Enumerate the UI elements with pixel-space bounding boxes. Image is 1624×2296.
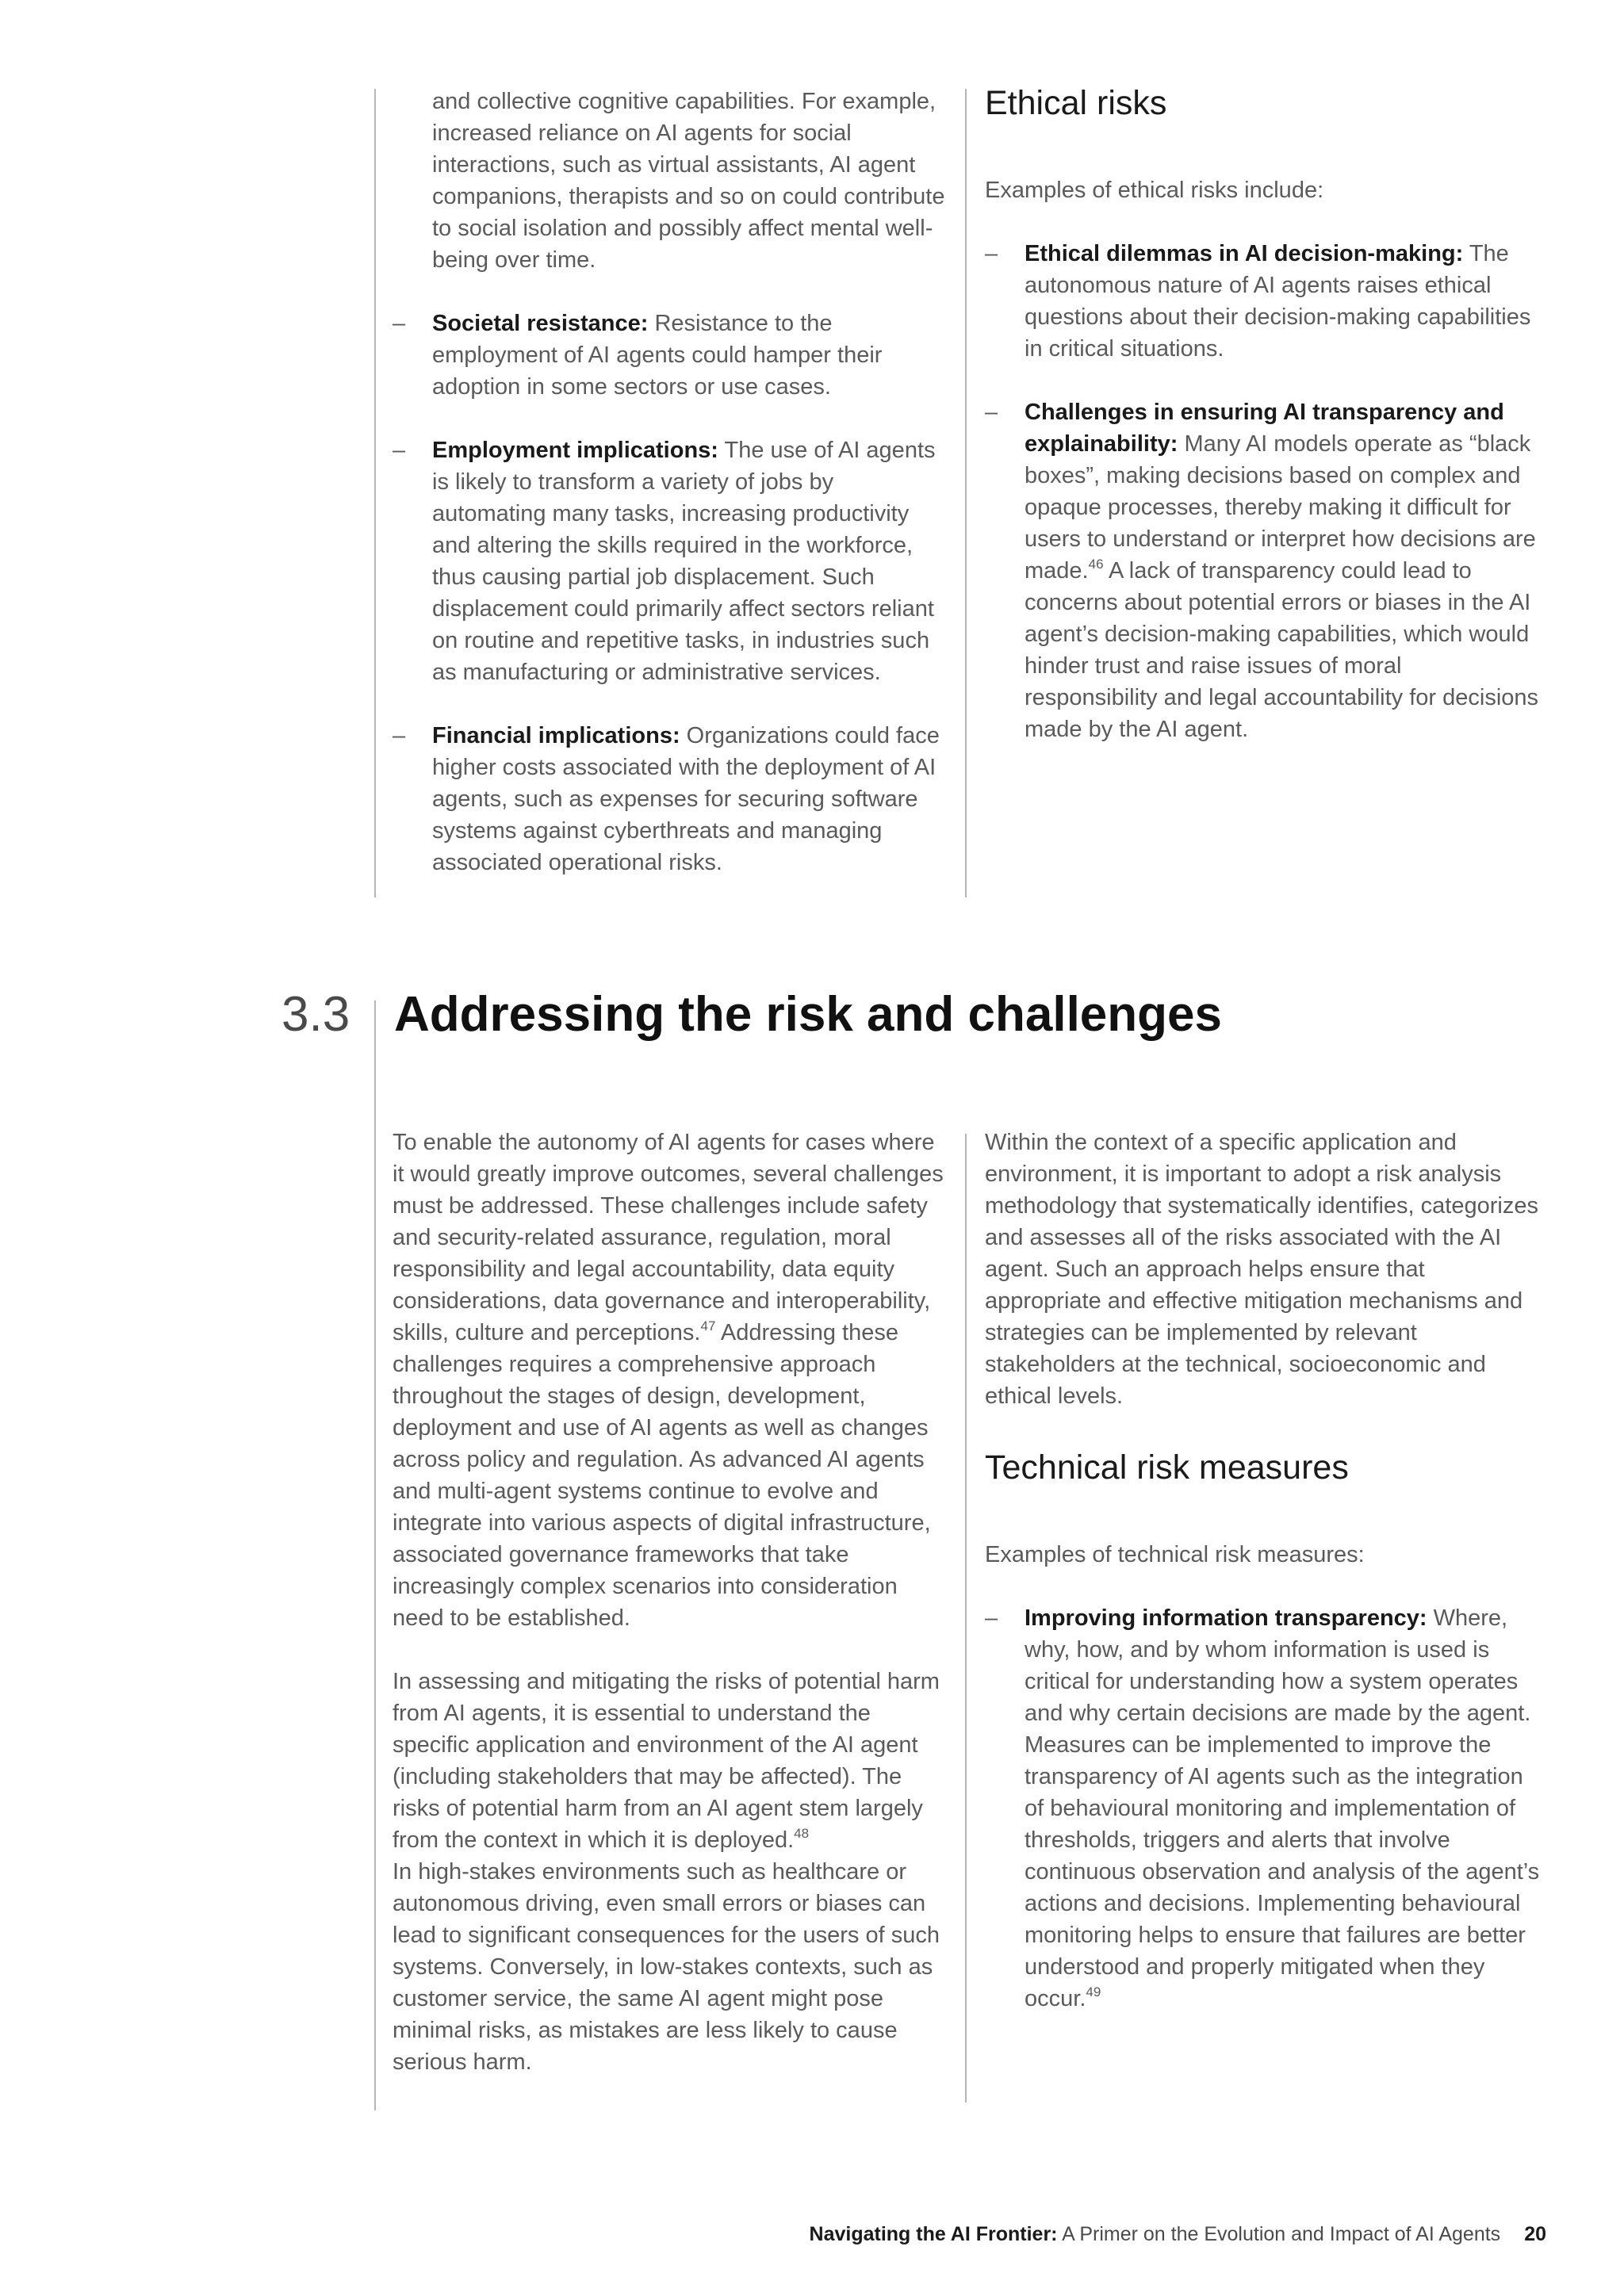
list-dash: – [985, 400, 998, 425]
paragraph-text: To enable the autonomy of AI agents for cases where it would greatly improve outcomes, several challenges must be addressed. These challenges include safety and security-related assurance, regulation, moral responsibility and legal accountability, data equity considerations, data governance and interoperability, skills, culture and perceptions. [393, 1130, 944, 1345]
column-rule-bottom-left [374, 1001, 376, 2110]
paragraph-text-continued: In high-stakes environments such as healthcare or autonomous driving, even small errors or biases can lead to significant consequences for the users of such systems. Conversely, in low-stakes contexts, such as customer service, the same AI agent might pose minimal risks, as mistakes are less likely to cause serious harm. [393, 1859, 940, 2075]
bottom-right-column [985, 1127, 1540, 2046]
list-item-transparency-challenges [985, 396, 1540, 745]
ethical-risks-heading: Ethical risks [985, 84, 1167, 122]
technical-measures-intro: Examples of technical risk measures: [985, 1542, 1365, 1567]
paragraph-text: In assessing and mitigating the risks of potential harm from AI agents, it is essential to understand the specific application and environment of the AI agent (including stakeholders that may be affected). The risks of potential harm from an AI agent stem largely from the context in which it is deployed. [393, 1669, 940, 1853]
risk-analysis-paragraph: Within the context of a specific application and environment, it is important to adopt a risk analysis methodology that systematically identifies, categorizes and assesses all of the risks associated with the AI agent. Such an approach helps ensure that appropriate and effective mitigation mechanisms and strategies can be implemented by relevant stakeholders at the technical, socioeconomic and ethical levels. [985, 1130, 1538, 1409]
column-rule-bottom-middle [965, 1134, 967, 2103]
list-item-text-continued: A lack of transparency could lead to concerns about potential errors or biases in the AI agent’s decision-making capabilities, which would hinder trust and raise issues of moral responsibility and legal accountability for decisions made by the AI agent. [1025, 558, 1539, 742]
list-item-ethical-dilemmas [985, 238, 1540, 365]
ethical-risks-intro: Examples of ethical risks include: [985, 178, 1324, 203]
footer-title-bold: Navigating the AI Frontier: [809, 2223, 1058, 2245]
continued-paragraph: and collective cognitive capabilities. For example, increased reliance on AI agents for social interactions, such as virtual assistants, AI agent companions, therapists and so on could contribute to social isolation and possibly affect mental well-being over time. [432, 89, 945, 273]
footnote-ref: 47 [700, 1318, 716, 1334]
list-item-term: Improving information transparency: [1025, 1605, 1427, 1631]
list-item-text: Many AI models operate as “black boxes”, making decisions based on complex and opaque processes, thereby making it difficult for users to understand or interpret how decisions are made. [1025, 431, 1536, 584]
top-left-column [393, 86, 948, 910]
column-rule-top-left [374, 89, 376, 897]
footnote-ref: 46 [1088, 557, 1104, 572]
list-item-term: Financial implications: [432, 723, 680, 748]
body-paragraph-1 [393, 1127, 948, 1634]
list-dash: – [393, 723, 406, 748]
footer-title-rest: A Primer on the Evolution and Impact of AI Agents [1057, 2223, 1501, 2245]
section-title: Addressing the risk and challenges [394, 987, 1222, 1042]
list-item-societal-resistance [393, 308, 948, 403]
list-item-text: Where, why, how, and by whom information is used is critical for understanding how a system operates and why certain decisions are made by the agent. Measures can be implemented to improve the transparency of AI agents such as the integration of behavioural monitoring and implementation of thresholds, triggers and alerts that involve continuous observation and analysis of the agent’s actions and decisions. Implementing behavioural monitoring helps to ensure that failures are better understood and properly mitigated when they occur. [1025, 1605, 1540, 2011]
footnote-ref: 48 [794, 1826, 810, 1841]
list-dash: – [393, 311, 406, 336]
list-item-term: Ethical dilemmas in AI decision-making: [1025, 241, 1464, 266]
paragraph-text-continued: Addressing these challenges requires a comprehensive approach throughout the stages of design, development, deployment and use of AI agents as well as changes across policy and regulation. As advanced AI agents and multi-agent systems continue to evolve and integrate into various aspects of digital infrastructure, associated governance frameworks that take increasingly complex scenarios into consideration need to be established. [393, 1320, 931, 1631]
page-footer [810, 2220, 1546, 2248]
page-number: 20 [1524, 2223, 1546, 2245]
column-rule-top-middle [965, 89, 967, 897]
list-dash: – [985, 1605, 998, 1631]
section-number: 3.3 [282, 987, 350, 1042]
list-item-text: The use of AI agents is likely to transform a variety of jobs by automating many tasks, increasing productivity and altering the skills required in the workforce, thus causing partial job displacement. Such displacement could primarily affect sectors reliant on routine and repetitive tasks, in industries such as manufacturing or administrative services. [432, 438, 936, 685]
list-item-employment-implications [393, 434, 948, 688]
technical-risk-measures-heading: Technical risk measures [985, 1448, 1349, 1487]
bottom-left-column [393, 1127, 948, 2110]
list-item-text: The autonomous nature of AI agents raises ethical questions about their decision-making capabilities in critical situations. [1025, 241, 1531, 362]
list-item-term: Societal resistance: [432, 311, 649, 336]
list-item-term: Employment implications: [432, 438, 718, 463]
top-right-column [985, 79, 1540, 777]
list-item-text: Organizations could face higher costs associated with the deployment of AI agents, such as expenses for securing software systems against cyberthreats and managing associated operational risks. [432, 723, 940, 875]
list-dash: – [985, 241, 998, 266]
list-item-text: Resistance to the employment of AI agents could hamper their adoption in some sectors or use cases. [432, 311, 883, 400]
body-paragraph-2 [393, 1666, 948, 2078]
list-item-financial-implications [393, 720, 948, 878]
list-dash: – [393, 438, 406, 463]
list-item-information-transparency [985, 1602, 1540, 2015]
footnote-ref: 49 [1086, 1984, 1101, 1999]
list-item-term: Challenges in ensuring AI transparency and explainability: [1025, 400, 1504, 457]
